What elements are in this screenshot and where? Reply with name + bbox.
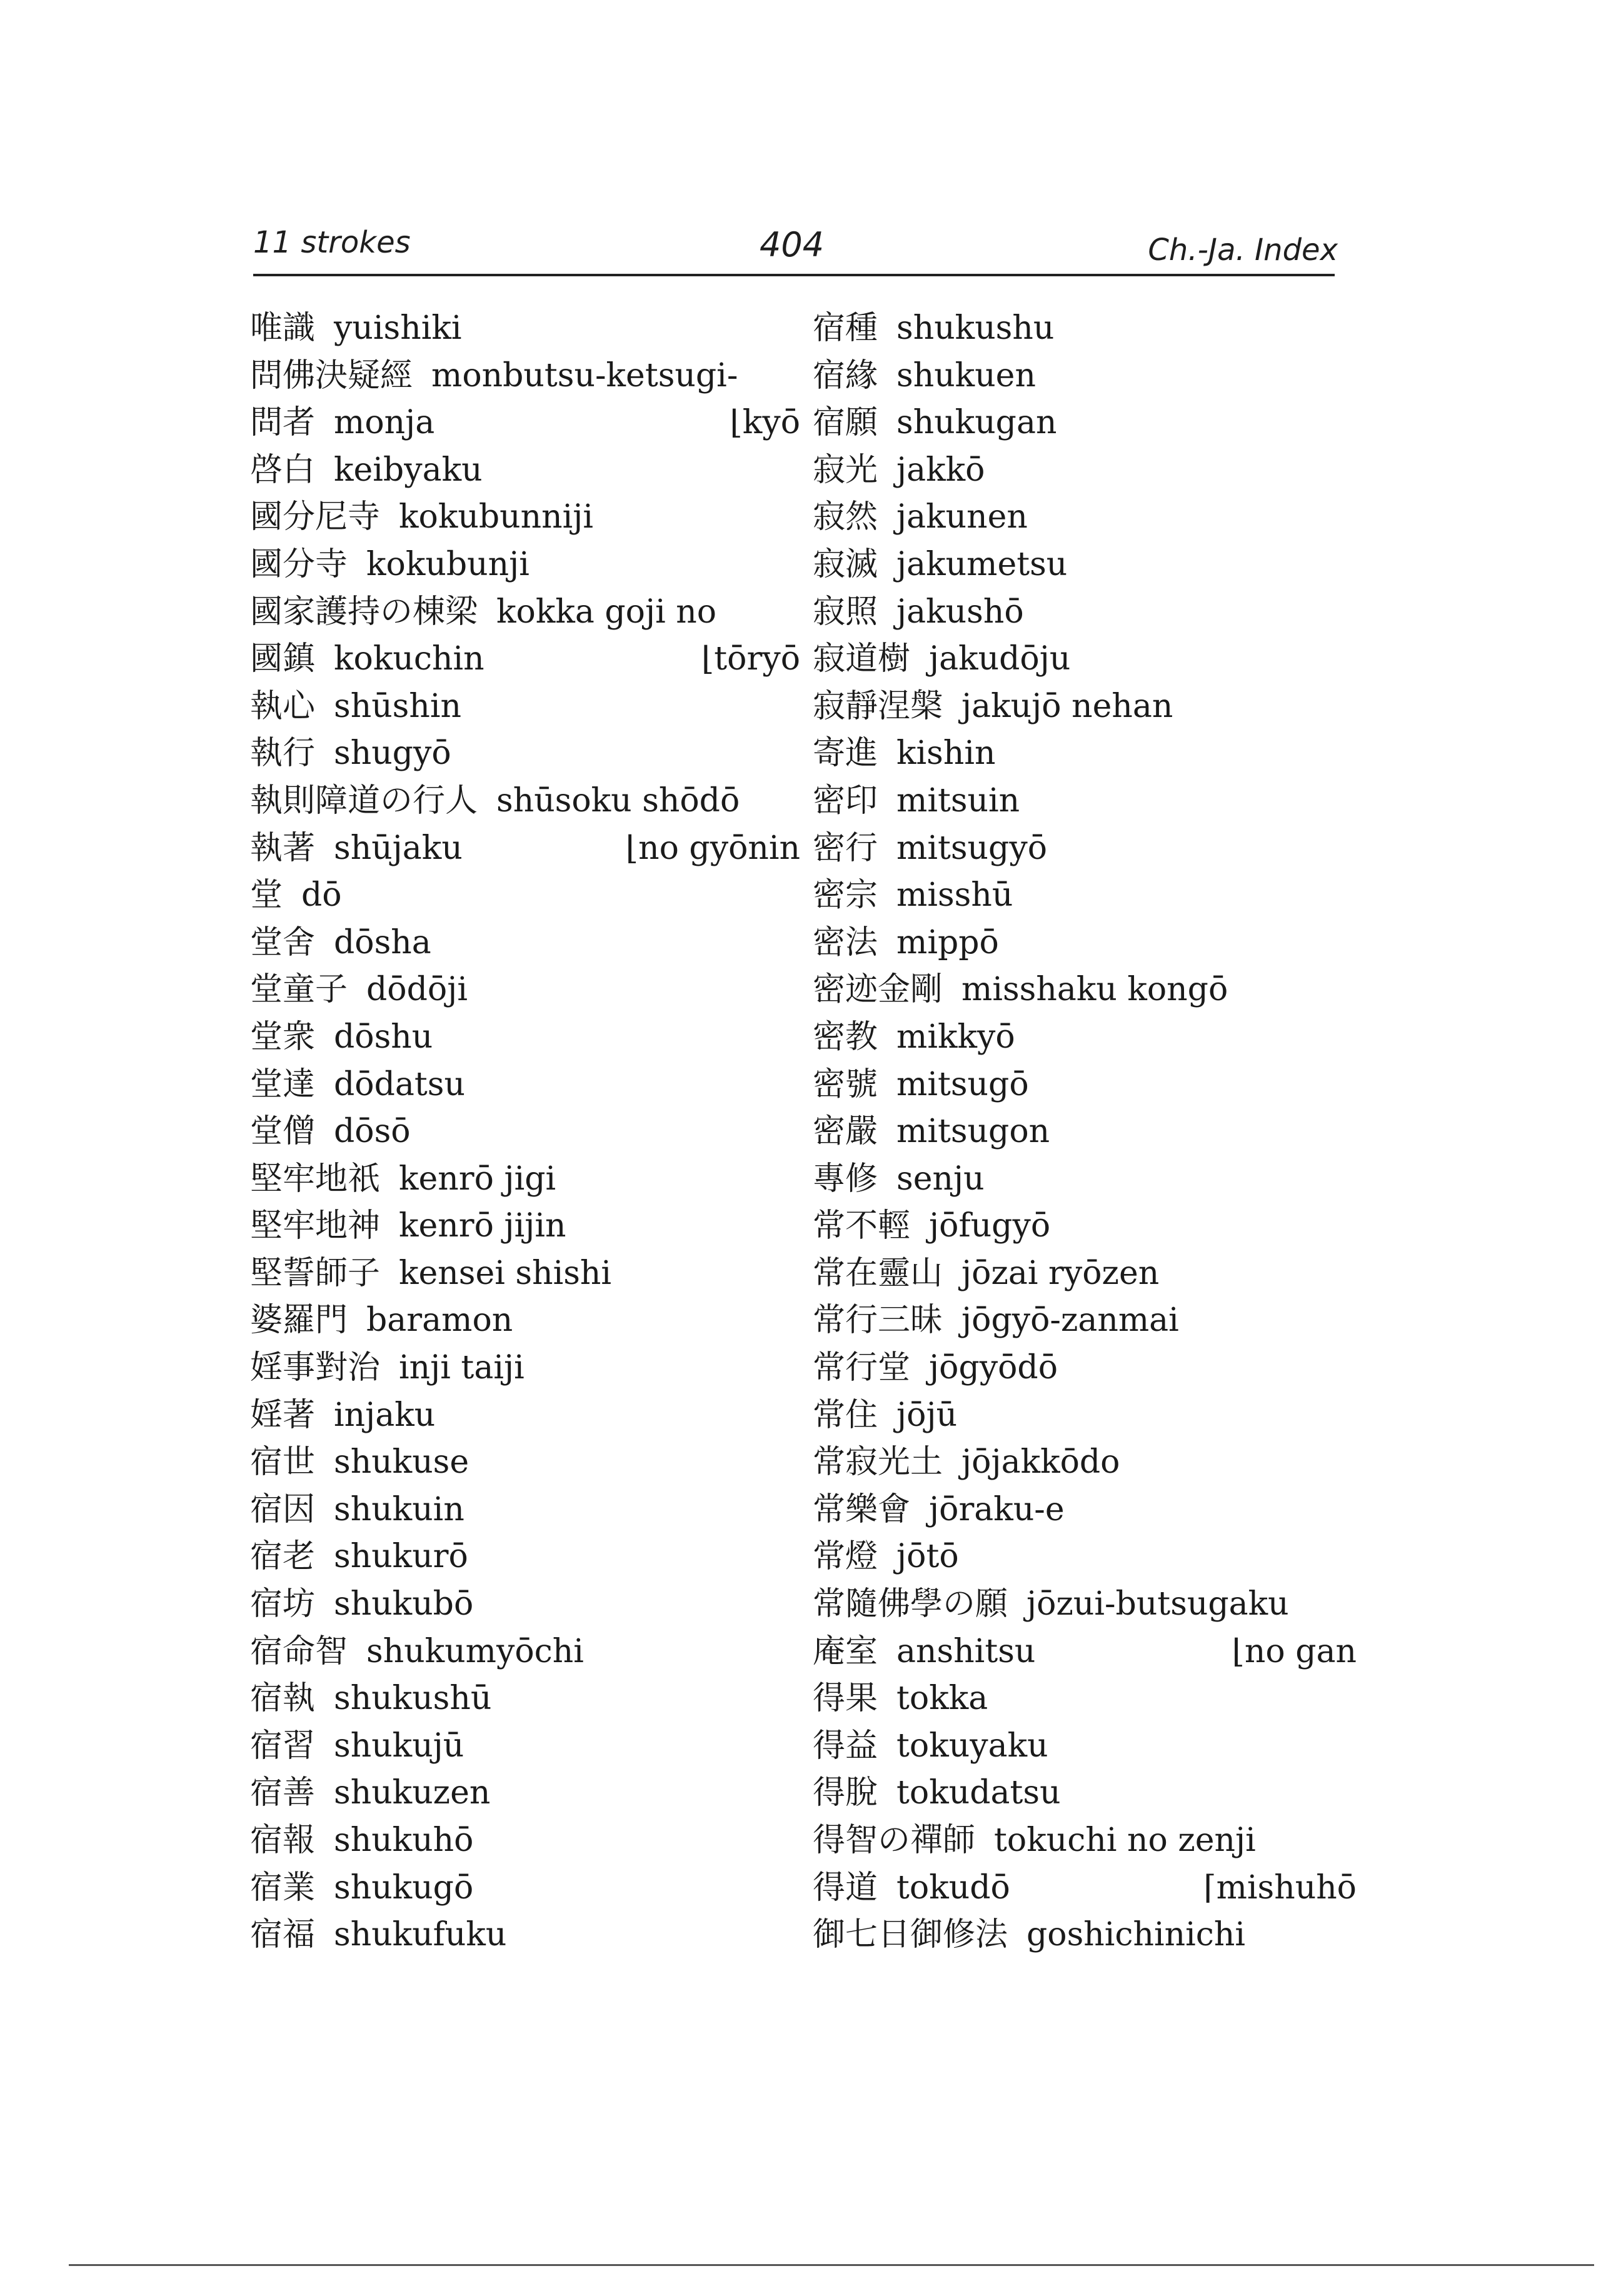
entry-reading: shukuin: [334, 1490, 464, 1528]
entry-continuation: ⌊tōryō: [701, 640, 800, 678]
entry-reading: kenrō jigi: [399, 1160, 556, 1198]
entry-kanji: 寄進: [813, 734, 878, 773]
index-entry: [813, 399, 1363, 447]
entry-kanji: 宿種: [813, 309, 878, 347]
index-entry: [813, 872, 1363, 920]
index-entry: [250, 1817, 800, 1865]
entry-kanji: 問佛決疑經: [250, 356, 413, 394]
entry-reading: shukuhō: [334, 1822, 474, 1859]
entry-reading: dōsha: [334, 923, 431, 961]
entry-kanji: 宿願: [813, 404, 878, 442]
left-column: [250, 305, 800, 1959]
entry-kanji: 得脫: [813, 1774, 878, 1812]
entry-reading: jakujō nehan: [961, 687, 1173, 725]
entry-kanji: 宿報: [250, 1822, 316, 1859]
index-entry: [813, 1486, 1363, 1534]
index-entry: [250, 872, 800, 920]
index-entry: [250, 1250, 800, 1298]
right-column: [813, 305, 1363, 1959]
entry-kanji: 堂達: [250, 1065, 316, 1103]
entry-reading: shūjaku: [334, 829, 463, 867]
entry-kanji: 宿業: [250, 1868, 316, 1907]
header-rule: [253, 274, 1335, 276]
index-entry: [813, 447, 1363, 494]
page-number: 404: [760, 225, 825, 264]
entry-kanji: 宿習: [250, 1727, 316, 1765]
entry-reading: jōzai ryōzen: [961, 1254, 1160, 1292]
entry-reading: shūshin: [334, 687, 461, 725]
entry-kanji: 寂靜涅槃: [813, 687, 943, 725]
index-entry: [250, 730, 800, 778]
entry-kanji: 寂然: [813, 498, 878, 536]
index-entry: [250, 1723, 800, 1770]
entry-reading: tokka: [896, 1680, 988, 1718]
index-entry: [813, 1723, 1363, 1770]
entry-kanji: 執行: [250, 734, 316, 773]
entry-reading: kishin: [896, 734, 996, 773]
entry-kanji: 常寂光土: [813, 1443, 943, 1481]
entry-reading: kokubunniji: [399, 498, 593, 536]
entry-reading: tokudō: [896, 1868, 1010, 1907]
entry-kanji: 密迹金剛: [813, 971, 943, 1009]
index-entry: [250, 447, 800, 494]
entry-reading: shukuse: [334, 1443, 469, 1481]
entry-kanji: 國分寺: [250, 545, 348, 583]
entry-kanji: 問者: [250, 404, 316, 442]
index-entry: [250, 966, 800, 1014]
entry-kanji: 堂: [250, 876, 283, 915]
index-entry: [250, 1533, 800, 1581]
index-entry: [250, 1581, 800, 1628]
index-entry: [250, 1297, 800, 1345]
index-entry: [250, 1345, 800, 1392]
entry-reading: inji taiji: [399, 1349, 524, 1387]
entry-reading: shukuen: [896, 356, 1036, 394]
entry-kanji: 婆羅門: [250, 1301, 348, 1340]
index-entry: [813, 1628, 1363, 1676]
entry-kanji: 國分尼寺: [250, 498, 381, 536]
entry-reading: dōdōji: [366, 971, 468, 1009]
entry-reading: tokuyaku: [896, 1727, 1048, 1765]
entry-kanji: 常燈: [813, 1538, 878, 1576]
entry-kanji: 堅牢地祇: [250, 1160, 381, 1198]
index-entry: [250, 1770, 800, 1817]
index-entry: [250, 1912, 800, 1959]
entry-reading: shukuzen: [334, 1774, 491, 1812]
entry-kanji: 執則障道の行人: [250, 781, 478, 820]
entry-kanji: 密法: [813, 923, 878, 961]
entry-kanji: 宿緣: [813, 356, 878, 394]
page-header: [253, 219, 1338, 269]
index-entry: [250, 778, 800, 825]
header-section-label: 11 strokes: [253, 225, 411, 260]
index-entry: [813, 353, 1363, 400]
entry-kanji: 宿坊: [250, 1585, 316, 1623]
entry-reading: monja: [334, 404, 435, 442]
index-entry: [813, 1581, 1363, 1628]
entry-reading: dōsō: [334, 1113, 411, 1151]
index-entry: [250, 399, 800, 447]
entry-reading: yuishiki: [334, 309, 462, 347]
entry-reading: shukujū: [334, 1727, 464, 1765]
entry-reading: jōjakkōdo: [961, 1443, 1120, 1481]
entry-reading: dōshu: [334, 1018, 433, 1056]
index-entry: [813, 494, 1363, 541]
entry-kanji: 堂童子: [250, 971, 348, 1009]
index-entry: [813, 541, 1363, 589]
index-entry: [813, 966, 1363, 1014]
entry-kanji: 宿命智: [250, 1632, 348, 1670]
entry-kanji: 常行三昧: [813, 1301, 943, 1340]
entry-kanji: 婬著: [250, 1396, 316, 1434]
entry-reading: jakushō: [896, 593, 1024, 631]
index-entry: [813, 1345, 1363, 1392]
entry-reading: jōjū: [896, 1396, 958, 1434]
index-entry: [250, 683, 800, 731]
index-entry: [813, 778, 1363, 825]
entry-reading: dōdatsu: [334, 1065, 465, 1103]
entry-reading: kokubunji: [366, 545, 529, 583]
entry-kanji: 得果: [813, 1680, 878, 1718]
entry-reading: jōtō: [896, 1538, 959, 1576]
entry-kanji: 堅誓師子: [250, 1254, 381, 1292]
entry-kanji: 常住: [813, 1396, 878, 1434]
entry-kanji: 常不輕: [813, 1207, 911, 1245]
entry-reading: anshitsu: [896, 1632, 1036, 1670]
index-entry: [250, 1675, 800, 1723]
entry-reading: misshū: [896, 876, 1013, 915]
index-entry: [250, 494, 800, 541]
entry-kanji: 宿福: [250, 1916, 316, 1954]
entry-reading: jōgyōdō: [929, 1349, 1058, 1387]
entry-reading: misshaku kongō: [961, 971, 1228, 1009]
entry-reading: kensei shishi: [399, 1254, 612, 1292]
index-entry: [813, 1912, 1363, 1959]
index-entry: [813, 1675, 1363, 1723]
entry-kanji: 宿老: [250, 1538, 316, 1576]
entry-reading: mippō: [896, 923, 999, 961]
entry-reading: jōzui-butsugaku: [1026, 1585, 1289, 1623]
entry-reading: jakkō: [896, 451, 985, 489]
entry-kanji: 堅牢地神: [250, 1207, 381, 1245]
entry-kanji: 堂衆: [250, 1018, 316, 1056]
entry-reading: senju: [896, 1160, 985, 1198]
index-entry: [250, 920, 800, 967]
entry-kanji: 啓白: [250, 451, 316, 489]
entry-reading: shukumyōchi: [366, 1632, 584, 1670]
index-entry: [813, 1865, 1363, 1912]
index-entry: [813, 920, 1363, 967]
index-entry: [813, 589, 1363, 636]
index-entry: [813, 1156, 1363, 1203]
index-entry: [813, 1817, 1363, 1865]
entry-kanji: 執著: [250, 829, 316, 867]
entry-reading: shukufuku: [334, 1916, 507, 1954]
entry-reading: injaku: [334, 1396, 436, 1434]
entry-kanji: 宿執: [250, 1680, 316, 1718]
entry-kanji: 寂光: [813, 451, 878, 489]
index-entry: [813, 1203, 1363, 1250]
entry-continuation: ⌊no gan: [1232, 1632, 1357, 1670]
index-entry: [813, 1439, 1363, 1486]
entry-kanji: 寂道樹: [813, 640, 911, 678]
index-entry: [250, 1014, 800, 1061]
index-entry: [250, 353, 800, 400]
index-entry: [813, 683, 1363, 731]
entry-reading: jōraku-e: [929, 1490, 1065, 1528]
entry-reading: jōfugyō: [929, 1207, 1051, 1245]
entry-kanji: 御七日御修法: [813, 1916, 1008, 1954]
index-entry: [250, 1865, 800, 1912]
entry-kanji: 常在靈山: [813, 1254, 943, 1292]
entry-reading: jakumetsu: [896, 545, 1068, 583]
index-entry: [250, 541, 800, 589]
entry-continuation: ⌈mishuhō: [1203, 1868, 1357, 1907]
entry-kanji: 得智の禪師: [813, 1822, 976, 1859]
entry-reading: shukurō: [334, 1538, 468, 1576]
entry-reading: jōgyō-zanmai: [961, 1301, 1179, 1340]
entry-reading: keibyaku: [334, 451, 483, 489]
entry-kanji: 國鎮: [250, 640, 316, 678]
entry-kanji: 宿善: [250, 1774, 316, 1812]
index-entry: [250, 1392, 800, 1440]
index-entry: [250, 1156, 800, 1203]
entry-reading: goshichinichi: [1026, 1916, 1246, 1954]
entry-kanji: 庵室: [813, 1632, 878, 1670]
entry-reading: kokuchin: [334, 640, 484, 678]
index-entry: [813, 730, 1363, 778]
entry-reading: mitsuin: [896, 781, 1020, 820]
index-entry: [250, 1203, 800, 1250]
index-entry: [813, 1061, 1363, 1109]
entry-reading: tokuchi no zenji: [994, 1822, 1256, 1859]
entry-kanji: 常隨佛學の願: [813, 1585, 1008, 1623]
entry-reading: mikkyō: [896, 1018, 1015, 1056]
entry-kanji: 執心: [250, 687, 316, 725]
entry-reading: jakunen: [896, 498, 1028, 536]
index-entry: [250, 1061, 800, 1109]
entry-reading: shukushū: [334, 1680, 492, 1718]
index-entry: [250, 1439, 800, 1486]
entry-continuation: ⌊kyō: [730, 404, 800, 442]
entry-kanji: 密教: [813, 1018, 878, 1056]
index-entry: [250, 636, 800, 683]
entry-kanji: 堂舍: [250, 923, 316, 961]
entry-reading: tokudatsu: [896, 1774, 1061, 1812]
index-entry: [813, 1533, 1363, 1581]
index-entry: [813, 636, 1363, 683]
entry-kanji: 密號: [813, 1065, 878, 1103]
index-entry: [250, 305, 800, 353]
entry-reading: jakudōju: [929, 640, 1071, 678]
entry-kanji: 婬事對治: [250, 1349, 381, 1387]
entry-kanji: 密行: [813, 829, 878, 867]
entry-kanji: 得益: [813, 1727, 878, 1765]
index-entry: [813, 1297, 1363, 1345]
entry-reading: baramon: [366, 1301, 513, 1340]
index-entry: [250, 825, 800, 873]
index-entry: [813, 1014, 1363, 1061]
header-index-title: Ch.-Ja. Index: [1148, 233, 1338, 268]
entry-kanji: 密宗: [813, 876, 878, 915]
index-entry: [813, 825, 1363, 873]
entry-kanji: 國家護持の棟梁: [250, 593, 478, 631]
index-entry: [250, 1108, 800, 1156]
entry-reading: mitsugon: [896, 1113, 1050, 1151]
entry-kanji: 宿因: [250, 1490, 316, 1528]
entry-reading: monbutsu-ketsugi-: [431, 356, 738, 394]
entry-kanji: 寂照: [813, 593, 878, 631]
entry-reading: mitsugyō: [896, 829, 1047, 867]
index-entry: [813, 1392, 1363, 1440]
index-entry: [813, 305, 1363, 353]
entry-reading: shukubō: [334, 1585, 474, 1623]
index-entry: [250, 589, 800, 636]
entry-kanji: 常行堂: [813, 1349, 911, 1387]
entry-reading: kenrō jijin: [399, 1207, 566, 1245]
entry-kanji: 堂僧: [250, 1113, 316, 1151]
entry-reading: shukugan: [896, 404, 1057, 442]
entry-reading: shūsoku shōdō: [496, 781, 740, 820]
entry-kanji: 常樂會: [813, 1490, 911, 1528]
entry-kanji: 唯識: [250, 309, 316, 347]
index-entry: [250, 1486, 800, 1534]
entry-reading: kokka goji no: [496, 593, 717, 631]
entry-kanji: 密嚴: [813, 1113, 878, 1151]
index-entry: [813, 1250, 1363, 1298]
entry-kanji: 得道: [813, 1868, 878, 1907]
entry-reading: dō: [301, 876, 342, 915]
index-entry: [813, 1770, 1363, 1817]
entry-kanji: 密印: [813, 781, 878, 820]
entry-reading: shugyō: [334, 734, 451, 773]
entry-kanji: 宿世: [250, 1443, 316, 1481]
entry-reading: mitsugō: [896, 1065, 1029, 1103]
entry-reading: shukushu: [896, 309, 1055, 347]
entry-reading: shukugō: [334, 1868, 474, 1907]
bottom-rule: [69, 2264, 1594, 2266]
entry-kanji: 專修: [813, 1160, 878, 1198]
entry-kanji: 寂滅: [813, 545, 878, 583]
index-entry: [250, 1628, 800, 1676]
index-entry: [813, 1108, 1363, 1156]
entry-continuation: ⌊no gyōnin: [625, 829, 800, 867]
